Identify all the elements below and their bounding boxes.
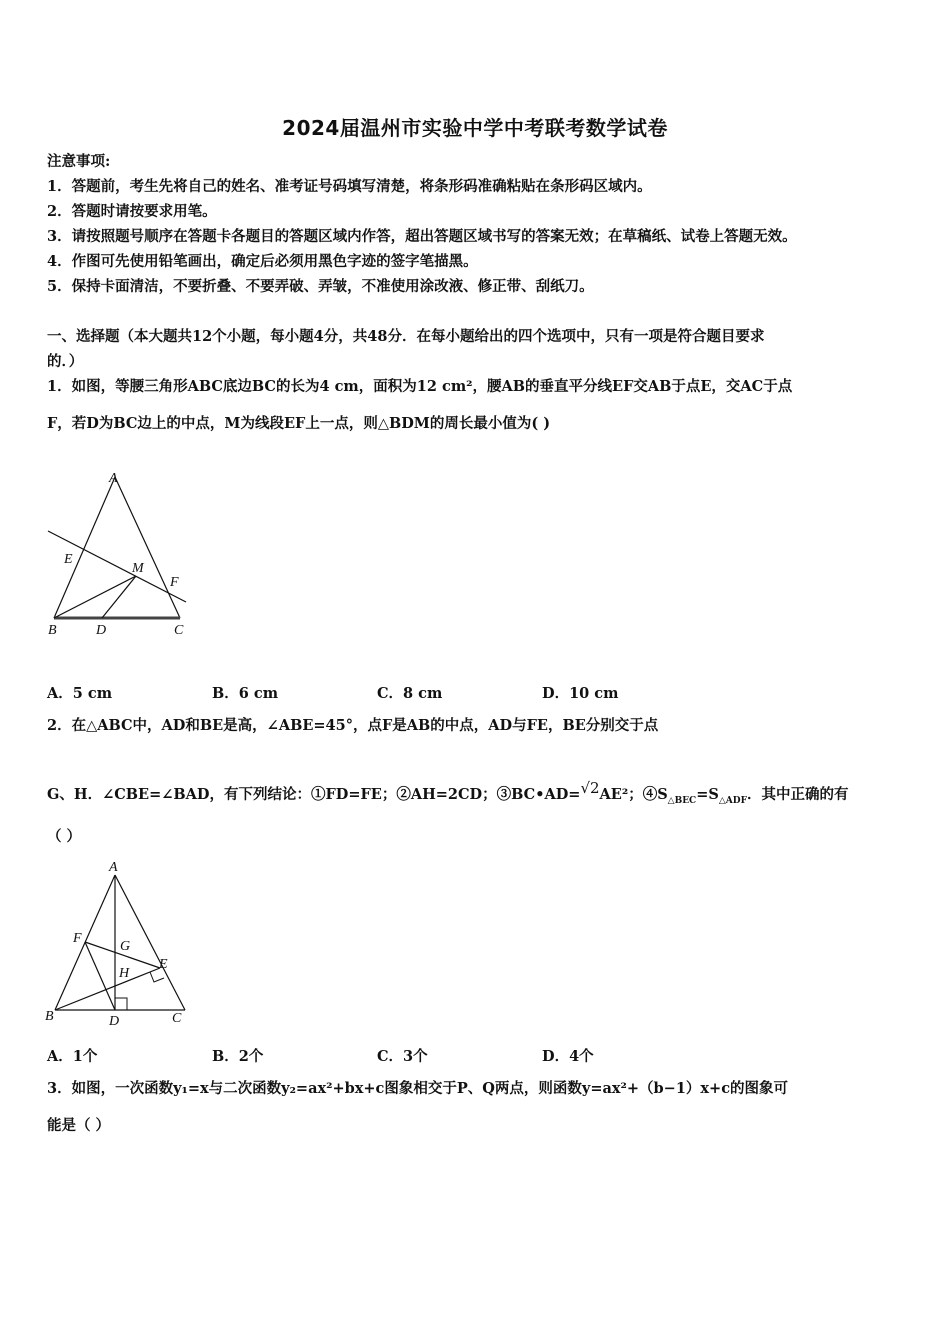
q1-text-line1: 1．如图，等腰三角形ABC底边BC的长为4 cm，面积为12 cm²，腰AB的垂直平分线EF交AB于点E，交AC于点 [47, 378, 793, 395]
section-heading-cont: 的．） [47, 353, 84, 370]
q1-option-c[interactable]: C．8 cm [377, 685, 443, 702]
fig2-label-b: B [45, 1009, 54, 1024]
q1-option-a[interactable]: A．5 cm [47, 685, 113, 702]
section-heading: 一、选择题（本大题共12个小题，每小题4分，共48分．在每小题给出的四个选项中，只有一项是符合题目要求 [47, 328, 765, 345]
fig2-label-g: G [120, 939, 131, 954]
q2-text-part-a: G、H．∠CBE=∠BAD，有下列结论：①FD=FE；②AH=2CD；③BC•AD= [47, 786, 581, 803]
fig1-label-f: F [170, 575, 179, 590]
notice-item: 1．答题前，考生先将自己的姓名、准考证号码填写清楚，将条形码准确粘贴在条形码区域内。 [47, 178, 652, 195]
fig2-label-e: E [159, 957, 168, 972]
fig2-label-h: H [119, 966, 130, 981]
fig1-label-a: A [109, 471, 118, 486]
q2-option-a[interactable]: A．1个 [47, 1048, 98, 1065]
fig2-label-d: D [109, 1014, 120, 1029]
q2-option-c[interactable]: C．3个 [377, 1048, 428, 1065]
notice-item: 2．答题时请按要求用笔。 [47, 203, 217, 220]
q1-text-line2: F，若D为BC边上的中点，M为线段EF上一点，则△BDM的周长最小值为( ) [47, 415, 551, 432]
q2-text-part-c: =S [696, 786, 719, 803]
fig1-label-m: M [132, 561, 144, 576]
page-title: 2024届温州市实验中学中考联考数学试卷 [282, 116, 668, 140]
q3-text-line1: 3．如图，一次函数y₁=x与二次函数y₂=ax²+bx+c图象相交于P、Q两点，则函数y=ax²+（b−1）x+c的图象可 [47, 1080, 789, 1097]
q2-option-d[interactable]: D．4个 [542, 1048, 594, 1065]
area-subscript-bec: △BEC [667, 795, 697, 806]
q2-text-line1: 2．在△ABC中，AD和BE是高，∠ABE=45°，点F是AB的中点，AD与FE，BE分别交于点 [47, 717, 659, 734]
area-subscript-adf: △ADF [718, 795, 747, 806]
fig1-label-d: D [96, 623, 107, 638]
q2-answer-blank: （ ） [47, 828, 82, 845]
q1-option-b[interactable]: B．6 cm [212, 685, 279, 702]
fig2-label-c: C [172, 1011, 182, 1026]
fig1-label-c: C [174, 623, 184, 638]
q1-triangle-figure [40, 465, 200, 645]
q2-option-b[interactable]: B．2个 [212, 1048, 264, 1065]
q2-text-line2 [47, 778, 848, 811]
q2-triangle-figure [40, 855, 200, 1035]
q2-text-part-b: AE²；④S [599, 786, 668, 803]
fig1-label-b: B [48, 623, 57, 638]
fig1-label-e: E [64, 552, 73, 567]
notice-item: 4．作图可先使用铅笔画出，确定后必须用黑色字迹的签字笔描黑。 [47, 253, 478, 270]
fig2-label-f: F [73, 931, 82, 946]
q2-text-part-d: ．其中正确的有 [746, 786, 849, 803]
fig2-label-a: A [109, 860, 118, 875]
notice-item: 3．请按照题号顺序在答题卡各题目的答题区域内作答，超出答题区域书写的答案无效；在草稿纸、试卷上答题无效。 [47, 228, 797, 245]
notice-heading: 注意事项: [47, 153, 111, 170]
q1-option-d[interactable]: D．10 cm [542, 685, 619, 702]
sqrt-two: √2 [580, 779, 600, 797]
notice-item: 5．保持卡面清洁，不要折叠、不要弄破、弄皱，不准使用涂改液、修正带、刮纸刀。 [47, 278, 594, 295]
q3-text-line2: 能是（ ） [47, 1117, 111, 1134]
